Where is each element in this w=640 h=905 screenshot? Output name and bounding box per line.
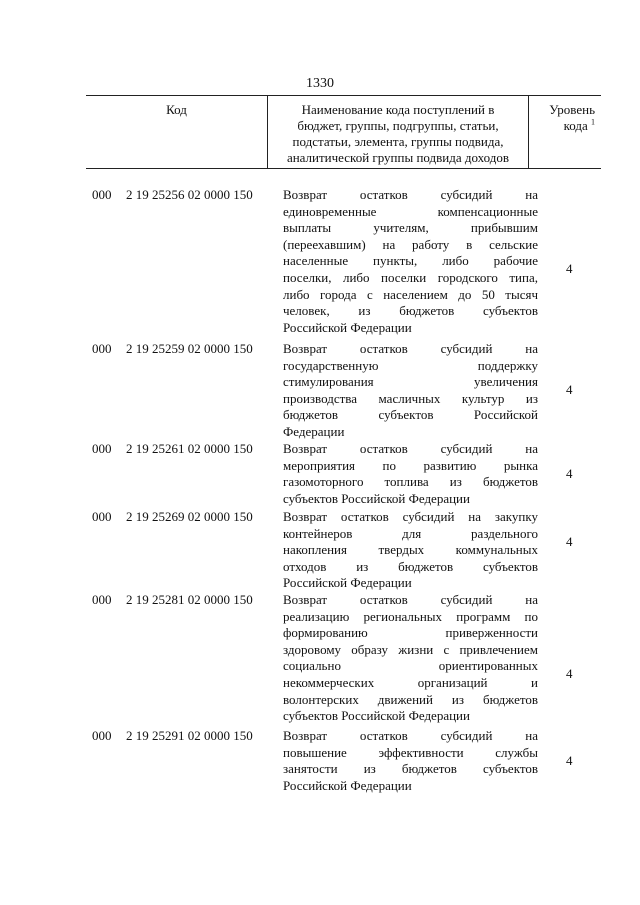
level-value: 4 bbox=[566, 261, 573, 277]
code-description bbox=[283, 441, 538, 507]
description-line: стимулирования увеличения bbox=[283, 374, 538, 390]
description-line: населенные пункты, либо рабочие bbox=[283, 253, 538, 269]
description-line: Возврат остатков субсидий на bbox=[283, 441, 538, 456]
description-line: повышение эффективности службы bbox=[283, 744, 538, 760]
description-line: Возврат остатков субсидий на bbox=[283, 187, 538, 202]
header-level bbox=[529, 96, 601, 168]
admin-code: 000 bbox=[92, 509, 112, 524]
description-line: Федерации bbox=[283, 423, 345, 439]
budget-code: 2 19 25269 02 0000 150 bbox=[126, 509, 253, 524]
code-description bbox=[283, 341, 538, 441]
description-line: волонтерских движений из бюджетов bbox=[283, 691, 538, 707]
header-level-line: Уровень bbox=[549, 102, 595, 117]
admin-code: 000 bbox=[92, 592, 112, 607]
code-description bbox=[283, 592, 538, 725]
header-name-line: подстатьи, элемента, группы подвида, bbox=[292, 134, 504, 149]
level-value: 4 bbox=[566, 465, 573, 481]
admin-code: 000 bbox=[92, 341, 112, 356]
header-level-line bbox=[529, 118, 595, 134]
header-level-word: кода bbox=[563, 118, 588, 133]
description-line: производства масличных культур из bbox=[283, 390, 538, 406]
description-line: социально ориентированных bbox=[283, 658, 538, 674]
description-line: накопления твердых коммунальных bbox=[283, 542, 538, 558]
level-value: 4 bbox=[566, 533, 573, 549]
budget-code: 2 19 25256 02 0000 150 bbox=[126, 187, 253, 202]
page-number: 1330 bbox=[306, 76, 334, 91]
header-name-line: Наименование кода поступлений в bbox=[301, 102, 495, 117]
budget-code: 2 19 25261 02 0000 150 bbox=[126, 441, 253, 456]
admin-code: 000 bbox=[92, 728, 112, 743]
code-description bbox=[283, 728, 538, 794]
description-line: мероприятия по развитию рынка bbox=[283, 457, 538, 473]
description-line: формированию приверженности bbox=[283, 625, 538, 641]
header-level-footnote: 1 bbox=[591, 117, 595, 127]
admin-code: 000 bbox=[92, 187, 112, 202]
description-line: газомоторного топлива из бюджетов bbox=[283, 474, 538, 490]
description-line: реализацию региональных программ по bbox=[283, 608, 538, 624]
description-line: субъектов Российской Федерации bbox=[283, 490, 470, 506]
description-line: Российской Федерации bbox=[283, 777, 412, 793]
table-header bbox=[86, 95, 601, 169]
description-line: поселки, либо поселки городского типа, bbox=[283, 269, 538, 285]
description-line: Возврат остатков субсидий на bbox=[283, 592, 538, 607]
description-line: либо города с населением до 50 тысяч bbox=[283, 286, 538, 302]
description-line: единовременные компенсационные bbox=[283, 203, 538, 219]
description-line: человек, из бюджетов субъектов bbox=[283, 303, 538, 319]
budget-code: 2 19 25291 02 0000 150 bbox=[126, 728, 253, 743]
description-line: субъектов Российской Федерации bbox=[283, 708, 470, 724]
description-line: Российской Федерации bbox=[283, 575, 412, 591]
description-line: отходов из бюджетов субъектов bbox=[283, 558, 538, 574]
code-description bbox=[283, 509, 538, 592]
level-value: 4 bbox=[566, 382, 573, 398]
budget-code: 2 19 25281 02 0000 150 bbox=[126, 592, 253, 607]
description-line: государственную поддержку bbox=[283, 357, 538, 373]
description-line: некоммерческих организаций и bbox=[283, 674, 538, 690]
code-description bbox=[283, 187, 538, 336]
description-line: Возврат остатков субсидий на bbox=[283, 341, 538, 356]
header-name bbox=[268, 96, 529, 168]
level-value: 4 bbox=[566, 752, 573, 768]
header-name-line: аналитической группы подвида доходов bbox=[286, 150, 510, 165]
description-line: Возврат остатков субсидий на bbox=[283, 728, 538, 743]
header-name-line: бюджет, группы, подгруппы, статьи, bbox=[297, 118, 499, 133]
budget-code: 2 19 25259 02 0000 150 bbox=[126, 341, 253, 356]
description-line: выплаты учителям, прибывшим bbox=[283, 220, 538, 236]
description-line: бюджетов субъектов Российской bbox=[283, 407, 538, 423]
admin-code: 000 bbox=[92, 441, 112, 456]
description-line: Возврат остатков субсидий на закупку bbox=[283, 509, 538, 524]
header-code: Код bbox=[86, 96, 268, 168]
description-line: Российской Федерации bbox=[283, 319, 412, 335]
description-line: (переехавшим) на работу в сельские bbox=[283, 236, 538, 252]
description-line: здоровому образу жизни с привлечением bbox=[283, 641, 538, 657]
description-line: контейнеров для раздельного bbox=[283, 525, 538, 541]
level-value: 4 bbox=[566, 666, 573, 682]
description-line: занятости из бюджетов субъектов bbox=[283, 761, 538, 777]
